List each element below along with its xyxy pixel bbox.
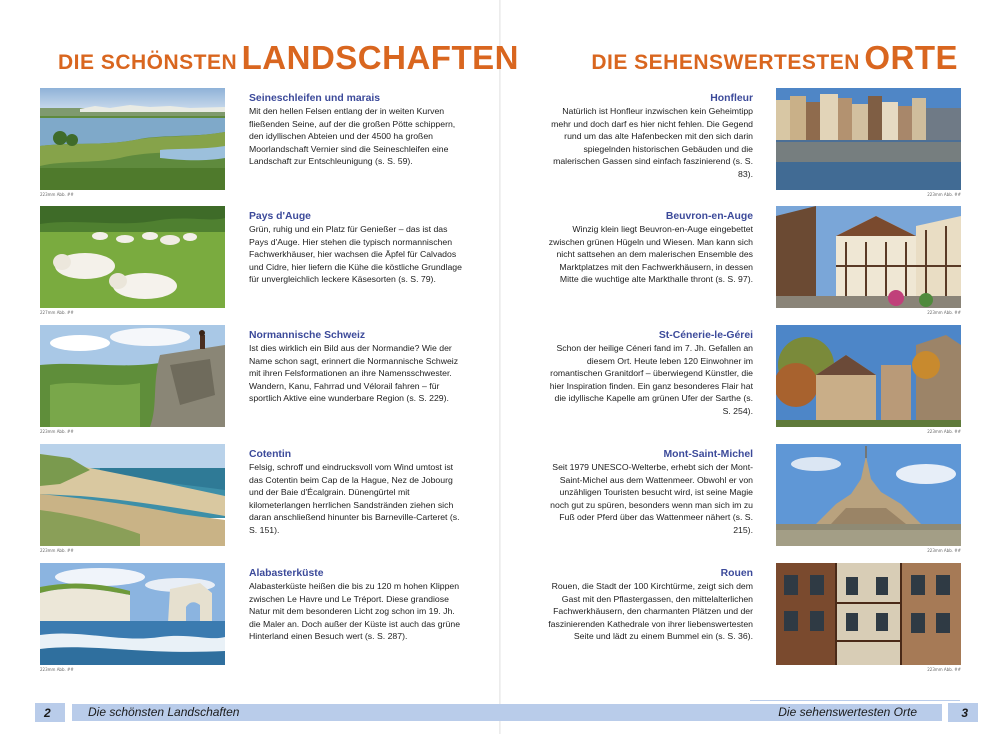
- entry-description: Schon der heilige Céneri fand im 7. Jh. Gefallen an diesem Ort. Heute leben 120 Einwohner im romantischen Granitdorf – überwiegend Künstler, die hier Inspiration finden. Ein ganz besonderes Flair hat die idyllische Kapelle am grünen Ufer der Sarthe (s. S. 254).: [549, 343, 753, 416]
- entry-title: Honfleur: [710, 93, 753, 104]
- entry-description: Felsig, schroff und eindrucksvoll vom Wind umtost ist das Cotentin beim Cap de la Hague, Nez de Jobourg und der Baie d'Écalgrain. Dünengürtel mit kilometerlangen herrlichen Sandstränden ziehen sich daran anschließend hinunter bis Barneville-Carteret (s. S. 151).: [249, 462, 460, 535]
- photo-credit: 223mm Abb. ##: [927, 310, 961, 315]
- entry-text-block: [545, 567, 753, 643]
- entry-text-block: [249, 92, 463, 168]
- entry-text-block: [249, 329, 463, 405]
- entry-title: St-Cénerie-le-Gérei: [658, 330, 753, 341]
- heading-small-part: DIE SEHENSWERTESTEN: [591, 51, 860, 74]
- entry-description: Winzig klein liegt Beuvron-en-Auge eingebettet zwischen grünen Hügeln und Wiesen. Man kann sich nicht sattsehen an dem malerischen Ensemble des Marktplatzes mit den Fachwerkhäusern, in dessen Mitte die wuchtige alte Markthalle thront (s. S. 97).: [548, 224, 753, 285]
- photo-credit: 227mm Abb. ##: [40, 310, 74, 315]
- entry-description: Ist dies wirklich ein Bild aus der Normandie? Wie der Name schon sagt, erinnert die Normannische Schweiz mit ihren Felsformationen an ihre Namensschwester. Wandern, Kanu, Fahrrad und Vélorail fahren – für sportlich Aktive eine wunderbare Region (s. S. 229).: [249, 343, 459, 404]
- entry-title: Cotentin: [249, 449, 292, 460]
- left-page-footer: [0, 704, 500, 721]
- photo-pays-auge-cows: [40, 206, 225, 308]
- entry-description: Grün, ruhig und ein Platz für Genießer – das ist das Pays d'Auge. Hier stehen die typisch normannischen Fachwerkhäuser, hier wachsen die Äpfel für Calvados und Cidre, hier liefern die Kühe die köstliche Grundlage für unvergleichlich leckere Käsesorten (s. S. 79).: [249, 224, 462, 285]
- entry-description: Rouen, die Stadt der 100 Kirchtürme, zeigt sich dem Gast mit den Pflastergassen, den mittelalterlichen Fachwerkhäusern, den charmanten Plätzen und der faszinierenden Kathedrale von ihrer liebenswertesten Seite und lädt zu einem Bummel ein (s. S. 36).: [548, 581, 753, 642]
- entry-description: Seit 1979 UNESCO-Welterbe, erhebt sich der Mont-Saint-Michel aus dem Wattenmeer. Obwohl er von unzähligen Touristen besucht wird, ist seine Magie noch gut zu spüren, besonders wenn man sich im zu Fuß oder Pferd über das Wattenmeer nähert (s. S. 215).: [550, 462, 753, 535]
- entry-title: Pays d'Auge: [249, 211, 311, 222]
- page-number: 3: [961, 706, 968, 720]
- entry-title: Rouen: [720, 568, 753, 579]
- photo-credit: 223mm Abb. ##: [927, 548, 961, 553]
- entry-title: Seineschleifen und marais: [249, 93, 381, 104]
- landscape-entry-normannische-schweiz: [40, 325, 480, 435]
- entry-text-block: [545, 92, 753, 181]
- place-entry-rouen: [545, 563, 961, 673]
- photo-honfleur: [776, 88, 961, 190]
- landscape-entry-pays-auge: [40, 206, 480, 316]
- photo-credit: 223mm Abb. ##: [40, 548, 74, 553]
- entry-title: Beuvron-en-Auge: [665, 211, 753, 222]
- right-page: [500, 0, 1000, 734]
- entry-text-block: [545, 329, 753, 418]
- heading-small-part: DIE SCHÖNSTEN: [58, 51, 238, 74]
- heading-big-part: LANDSCHAFTEN: [241, 39, 519, 76]
- right-page-footer: [500, 704, 1000, 721]
- entry-text-block: [545, 210, 753, 286]
- footer-rule: [750, 700, 960, 701]
- photo-credit: 223mm Abb. ##: [40, 429, 74, 434]
- photo-credit: 223mm Abb. ##: [40, 667, 74, 672]
- entry-text-block: [249, 567, 463, 643]
- photo-normannische-schweiz: [40, 325, 225, 427]
- page-number: 2: [44, 706, 51, 720]
- photo-st-cenerie: [776, 325, 961, 427]
- entry-description: Natürlich ist Honfleur inzwischen kein Geheimtipp mehr und doch darf es hier nicht fehlen. Die Gegend rund um das alte Hafenbecken mit den sich darin spiegelnden historischen Gebäuden und die malerischen Gassen sind einfach faszinierend (s. S. 83).: [551, 106, 753, 179]
- place-entry-mont-saint-michel: [545, 444, 961, 554]
- entry-description: Alabasterküste heißen die bis zu 120 m hohen Klippen zwischen Le Havre und Le Tréport. Diese grandiose Natur mit dem besonderen Licht zog schon im 19. Jh. die Maler an. Doch außer der Küste ist auch das grüne Hinterland einen Besuch wert (s. S. 287).: [249, 581, 461, 642]
- running-title: Die sehenswertesten Orte: [778, 705, 917, 719]
- photo-beuvron-en-auge: [776, 206, 961, 308]
- photo-alabasterkueste: [40, 563, 225, 665]
- entry-description: Mit den hellen Felsen entlang der in weiten Kurven fließenden Seine, auf der die großen Pötte schippern, den idyllischen Abteien und der 4500 ha großen Moorlandschaft Vernier sind die Seineschleifen eine Landschaft zur Entschleunigung (s. S. 59).: [249, 106, 456, 167]
- photo-seine-marais: [40, 88, 225, 190]
- place-entry-beuvron-en-auge: [545, 206, 961, 316]
- landscape-entry-alabasterkueste: [40, 563, 480, 673]
- landscape-entry-cotentin: [40, 444, 480, 554]
- heading-big-part: ORTE: [864, 39, 958, 76]
- entry-title: Alabasterküste: [249, 568, 324, 579]
- photo-credit: 223mm Abb. ##: [40, 192, 74, 197]
- place-entry-honfleur: [545, 88, 961, 198]
- entry-title: Mont-Saint-Michel: [663, 449, 753, 460]
- entry-text-block: [249, 210, 463, 286]
- entry-text-block: [249, 448, 463, 537]
- photo-credit: 223mm Abb. ##: [927, 192, 961, 197]
- entry-title: Normannische Schweiz: [249, 330, 366, 341]
- photo-credit: 223mm Abb. ##: [927, 429, 961, 434]
- running-title: Die schönsten Landschaften: [88, 705, 240, 719]
- photo-cotentin: [40, 444, 225, 546]
- photo-mont-saint-michel: [776, 444, 961, 546]
- left-page-heading: [58, 38, 519, 78]
- place-entry-st-cenerie: [545, 325, 961, 435]
- right-page-heading: [591, 38, 958, 78]
- landscape-entry-seineschleifen: [40, 88, 480, 198]
- entry-text-block: [545, 448, 753, 537]
- photo-credit: 223mm Abb. ##: [927, 667, 961, 672]
- photo-rouen: [776, 563, 961, 665]
